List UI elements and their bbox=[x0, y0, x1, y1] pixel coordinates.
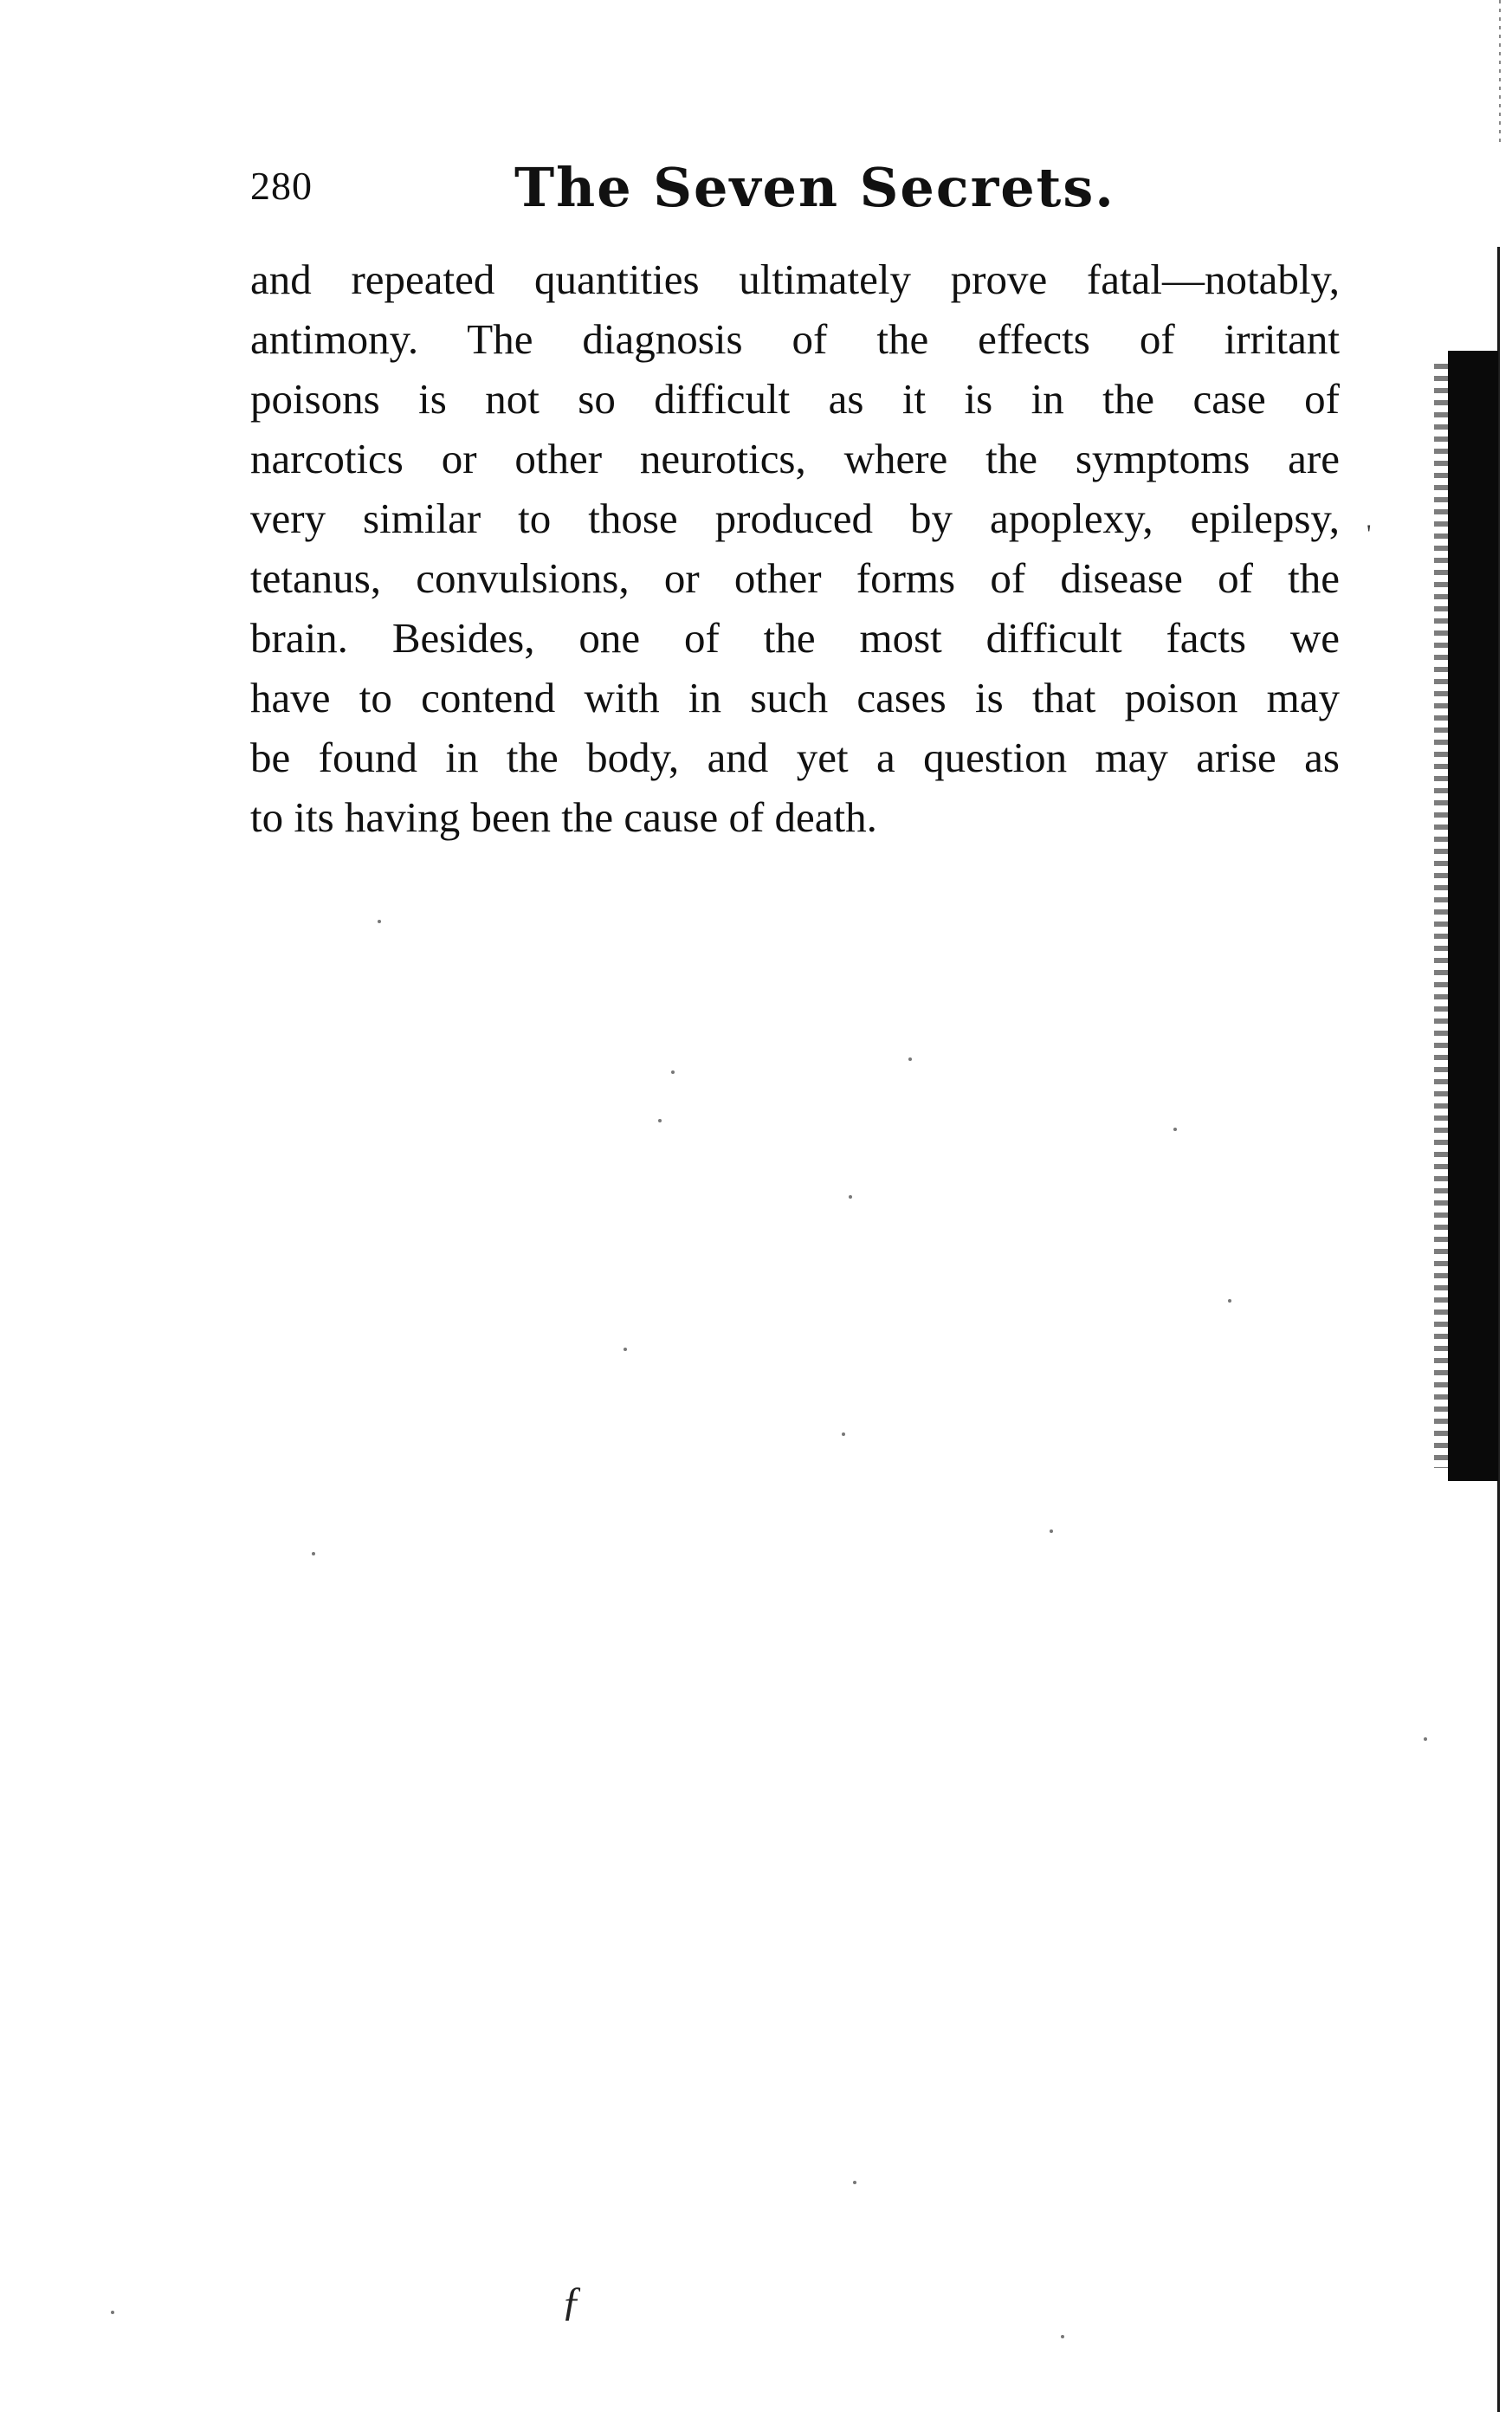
text-line: have to contend with in such cases is that poison may bbox=[250, 674, 1340, 721]
scan-speck bbox=[849, 1195, 852, 1199]
scan-speck bbox=[1061, 2335, 1064, 2338]
text-line: to its having been the cause of death. bbox=[250, 793, 877, 841]
scan-speck bbox=[658, 1119, 662, 1122]
text-line: brain. Besides, one of the most difficult facts we bbox=[250, 614, 1340, 662]
scan-edge-dashes bbox=[1499, 0, 1501, 147]
scan-speck bbox=[671, 1070, 675, 1074]
text-line: tetanus, convulsions, or other forms of disease of the bbox=[250, 554, 1340, 602]
body-paragraph bbox=[250, 249, 1340, 847]
page-header bbox=[250, 154, 1341, 223]
scan-shadow-bar bbox=[1448, 351, 1498, 1481]
scan-speck bbox=[378, 920, 381, 923]
scan-speck bbox=[1424, 1737, 1427, 1741]
text-line: be found in the body, and yet a question may arise as bbox=[250, 734, 1340, 781]
scan-speck bbox=[1173, 1128, 1177, 1131]
scan-speck bbox=[624, 1348, 627, 1351]
text-line: antimony. The diagnosis of the effects of irritant bbox=[250, 315, 1340, 363]
scan-speck bbox=[1228, 1299, 1231, 1303]
page-number: 280 bbox=[250, 164, 313, 208]
scan-speck bbox=[908, 1057, 912, 1061]
margin-tick-mark: ' bbox=[1367, 520, 1372, 548]
text-line: and repeated quantities ultimately prove fatal—notably, bbox=[250, 255, 1340, 303]
stray-ink-mark: ƒ bbox=[561, 2279, 582, 2325]
text-line: poisons is not so difficult as it is in the case of bbox=[250, 375, 1340, 423]
scan-speck bbox=[312, 1552, 315, 1555]
text-line: narcotics or other neurotics, where the symptoms are bbox=[250, 435, 1340, 482]
scan-speck bbox=[853, 2181, 856, 2184]
text-line: very similar to those produced by apoplexy, epilepsy, bbox=[250, 495, 1340, 542]
scan-speck bbox=[1050, 1529, 1053, 1533]
scan-speck bbox=[111, 2311, 114, 2314]
running-title: The Seven Secrets. bbox=[514, 156, 1115, 219]
scan-speck bbox=[842, 1432, 845, 1436]
